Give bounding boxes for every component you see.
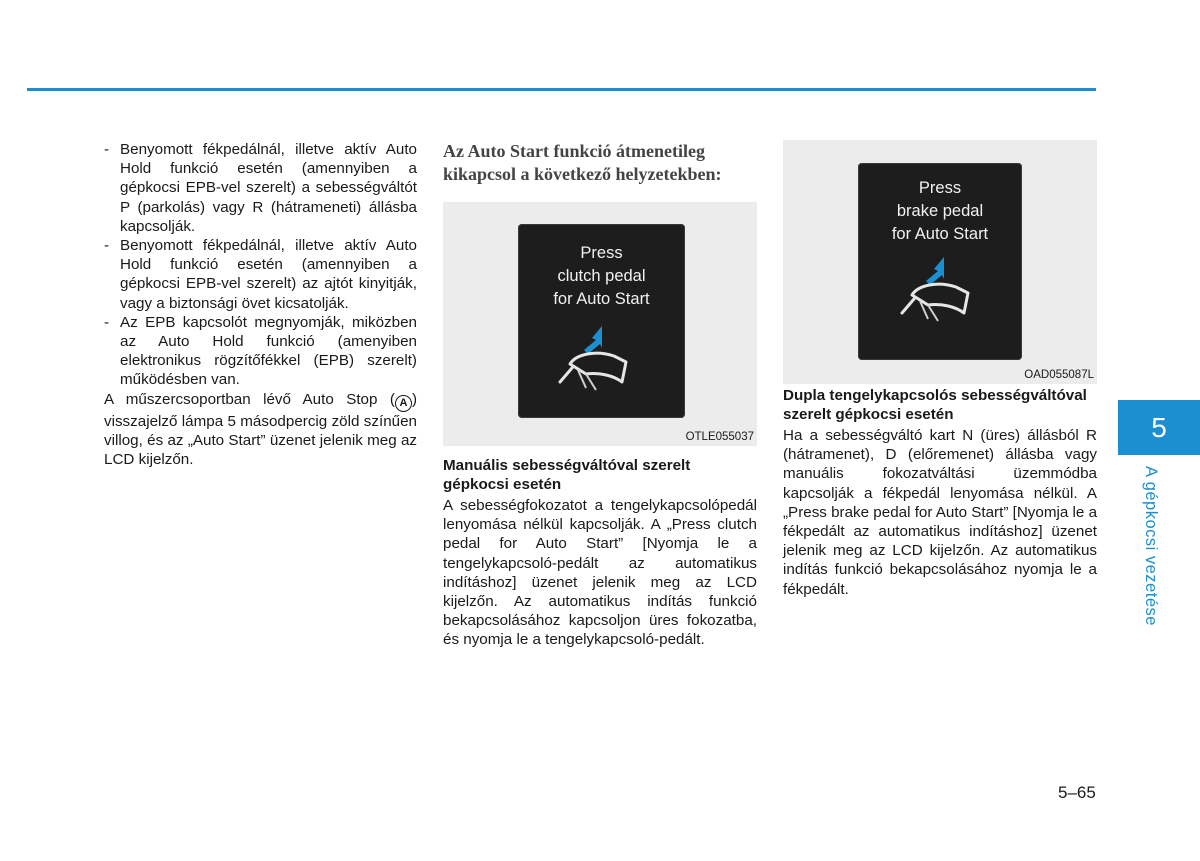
condition-item: - Az EPB kapcsolót megnyomják, miközben az Auto Hold funkció (amenyiben elektronikus rögzítőfékkel (EPB) szerelt) működésben van.	[104, 313, 417, 390]
clutch-pedal-figure	[443, 202, 757, 446]
auto-stop-paragraph	[104, 390, 417, 470]
paragraph-text-end: ) visszajelző lámpa 5 másodpercig zöld színűen villog, és az „Auto Start” üzenet jelenik meg az LCD kijelzőn.	[104, 390, 417, 469]
figure-code: OAD055087L	[1024, 369, 1094, 381]
paragraph-text-start: A műszercsoportban lévő Auto Stop (	[104, 390, 395, 408]
section-heading: Az Auto Start funkció átmenetileg kikapcsol a következő helyzetekben:	[443, 141, 722, 184]
manual-transmission-paragraph: A sebességfokozatot a tengelykapcsolópedál lenyomása nélkül kapcsolják. A „Press clutch pedal for Auto Start” [Nyomja le a tengelykapcsoló-pedált az automatikus indításhoz] üzenet jelenik meg az LCD kijelzőn. Az automatikus indítás funkció bekapcsolásához kapcsoljon üres fokozatba, és nyomja le a tengelykapcsoló-pedált.	[443, 497, 757, 649]
chapter-number-tab: 5	[1118, 400, 1200, 455]
column-right	[783, 140, 1097, 599]
brake-pedal-icon	[898, 255, 988, 335]
condition-list	[104, 140, 417, 390]
lcd-message: Press brake pedal for Auto Start	[891, 179, 989, 243]
subheading: Dupla tengelykapcsolós sebességváltóval szerelt gépkocsi esetén	[783, 387, 1087, 423]
condition-item: - Benyomott fékpedálnál, illetve aktív Auto Hold funkció esetén (amennyiben a gépkocsi EPB-vel szerelt) az ajtót kinyitják, vagy a biztonsági övet kicsatolják.	[104, 236, 417, 313]
clutch-pedal-icon	[556, 324, 646, 404]
auto-stop-indicator-icon: A	[395, 395, 412, 412]
dual-clutch-paragraph: Ha a sebességváltó kart N (üres) állásból R (hátramenet), D (előremenet) állásba vagy manuális fokozatváltási üzemmódba kapcsolják a fékpedál lenyomása nélkül. A „Press brake pedal for Auto Start” [Nyomja le a fékpedált az automatikus indításhoz] üzenet jelenik meg az LCD kijelzőn. Az automatikus indítás funkció bekapcsolásához nyomja le a fékpedált.	[783, 427, 1098, 598]
page-number: 5–65	[1058, 783, 1096, 802]
chapter-title: A gépkocsi vezetése	[1142, 466, 1160, 626]
figure-code: OTLE055037	[685, 431, 754, 443]
lcd-message: Press clutch pedal for Auto Start	[553, 244, 650, 308]
header-rule	[27, 88, 1096, 91]
subheading: Manuális sebességváltóval szerelt gépkocsi esetén	[443, 457, 691, 493]
lcd-display	[518, 224, 685, 418]
column-middle	[443, 140, 757, 650]
condition-item: - Benyomott fékpedálnál, illetve aktív Auto Hold funkció esetén (amennyiben a gépkocsi EPB-vel szerelt) a sebességváltót P (parkolás) vagy R (hátrameneti) állásba kapcsolják.	[104, 140, 417, 236]
column-left	[104, 140, 417, 469]
brake-pedal-figure	[783, 140, 1097, 384]
lcd-display	[858, 163, 1022, 360]
